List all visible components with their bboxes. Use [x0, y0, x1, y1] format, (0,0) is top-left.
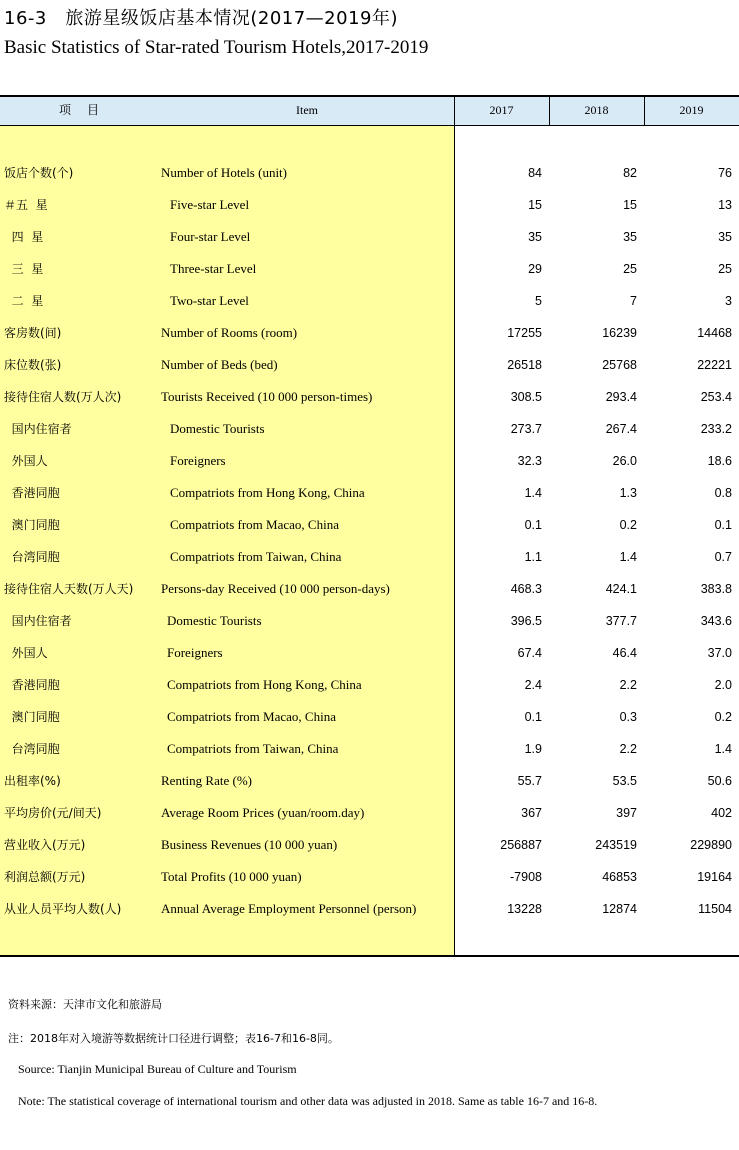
- row-label-en: Renting Rate (%): [161, 773, 252, 788]
- table-row: [0, 765, 739, 797]
- table-row: [0, 445, 739, 477]
- header-year-2018: 2018: [584, 103, 609, 117]
- cell-2019: 233.2: [700, 422, 732, 436]
- cell-2018: 2.2: [619, 678, 637, 692]
- row-label-en: Foreigners: [170, 453, 226, 468]
- statistics-table: [0, 95, 739, 957]
- cell-2018: 26.0: [612, 454, 637, 468]
- row-label-cn: ＃五 星: [4, 198, 48, 212]
- cell-2019: 0.2: [714, 710, 732, 724]
- cell-2019: 402: [711, 806, 732, 820]
- cell-2019: 18.6: [707, 454, 732, 468]
- table-row: [0, 893, 739, 925]
- row-label-cn: 香港同胞: [4, 678, 60, 692]
- cell-2018: 46.4: [612, 646, 637, 660]
- row-label-en: Number of Hotels (unit): [161, 165, 288, 180]
- row-label-cn: 国内住宿者: [4, 614, 72, 628]
- cell-2019: 253.4: [700, 390, 732, 404]
- cell-2018: 12874: [602, 902, 637, 916]
- row-label-cn: 台湾同胞: [4, 550, 60, 564]
- header-divider-2: [644, 95, 645, 125]
- row-label-cn: 出租率(%): [4, 774, 61, 788]
- header-item-en: Item: [296, 103, 318, 117]
- table-row: [0, 381, 739, 413]
- cell-2017: 17255: [507, 326, 542, 340]
- row-label-en: Domestic Tourists: [170, 421, 265, 436]
- cell-2019: 383.8: [700, 582, 732, 596]
- cell-2018: 1.4: [619, 550, 637, 564]
- row-label-en: Annual Average Employment Personnel (person): [161, 901, 417, 916]
- cell-2018: 7: [630, 294, 637, 308]
- bottom-rule: [0, 955, 739, 957]
- row-label-en: Tourists Received (10 000 person-times): [161, 389, 373, 404]
- row-label-en: Two-star Level: [170, 293, 249, 308]
- cell-2018: 0.3: [619, 710, 637, 724]
- cell-2019: 343.6: [700, 614, 732, 628]
- row-label-cn: 二 星: [4, 294, 44, 308]
- cell-2018: 25: [623, 262, 637, 276]
- header-year-2019: 2019: [679, 103, 704, 117]
- cell-2017: 15: [528, 198, 542, 212]
- cell-2017: 0.1: [524, 518, 542, 532]
- row-label-cn: 营业收入(万元): [4, 838, 86, 852]
- cell-2017: 13228: [507, 902, 542, 916]
- row-label-cn: 接待住宿人数(万人次): [4, 390, 122, 404]
- cell-2018: 2.2: [619, 742, 637, 756]
- cell-2019: 11504: [698, 902, 732, 916]
- table-row: [0, 701, 739, 733]
- row-label-en: Three-star Level: [170, 261, 257, 276]
- table-row: [0, 829, 739, 861]
- cell-2017: 26518: [507, 358, 542, 372]
- cell-2017: 468.3: [510, 582, 542, 596]
- cell-2019: 3: [725, 294, 732, 308]
- table-row: [0, 285, 739, 317]
- cell-2017: -7908: [510, 870, 542, 884]
- cell-2019: 0.8: [714, 486, 732, 500]
- cell-2017: 35: [528, 230, 542, 244]
- source-note-en: Source: Tianjin Municipal Bureau of Culture and Tourism: [18, 1062, 297, 1076]
- table-row: [0, 861, 739, 893]
- cell-2019: 35: [718, 230, 732, 244]
- row-label-cn: 澳门同胞: [4, 518, 60, 532]
- row-label-cn: 客房数(间): [4, 326, 62, 340]
- source-note-cn: 资料来源：天津市文化和旅游局: [8, 998, 162, 1011]
- cell-2019: 13: [718, 198, 732, 212]
- row-label-cn: 接待住宿人天数(万人天): [4, 582, 134, 596]
- cell-2018: 1.3: [619, 486, 637, 500]
- row-label-cn: 饭店个数(个): [4, 166, 74, 180]
- cell-2018: 267.4: [605, 422, 637, 436]
- cell-2018: 0.2: [619, 518, 637, 532]
- row-label-en: Persons-day Received (10 000 person-days): [161, 581, 390, 596]
- cell-2017: 0.1: [524, 710, 542, 724]
- row-label-cn: 利润总额(万元): [4, 870, 86, 884]
- row-label-en: Compatriots from Taiwan, China: [170, 549, 342, 564]
- table-row: [0, 797, 739, 829]
- cell-2018: 293.4: [605, 390, 637, 404]
- cell-2018: 15: [623, 198, 637, 212]
- cell-2019: 37.0: [707, 646, 732, 660]
- header-year-2017: 2017: [489, 103, 514, 117]
- page-title-en: Basic Statistics of Star-rated Tourism Hotels,2017-2019: [4, 37, 429, 58]
- table-row: [0, 637, 739, 669]
- cell-2017: 1.1: [524, 550, 542, 564]
- row-label-en: Four-star Level: [170, 229, 251, 244]
- cell-2017: 2.4: [524, 678, 542, 692]
- cell-2018: 397: [616, 806, 637, 820]
- cell-2018: 46853: [602, 870, 637, 884]
- cell-2018: 243519: [595, 838, 637, 852]
- table-row: [0, 189, 739, 221]
- table-row: [0, 317, 739, 349]
- table-row: [0, 253, 739, 285]
- row-label-en: Five-star Level: [170, 197, 250, 212]
- cell-2019: 25: [718, 262, 732, 276]
- header-item-cn: 项 目: [58, 103, 101, 117]
- cell-2018: 16239: [602, 326, 637, 340]
- cell-2019: 0.1: [714, 518, 732, 532]
- cell-2019: 76: [718, 166, 732, 180]
- cell-2017: 84: [528, 166, 542, 180]
- row-label-en: Average Room Prices (yuan/room.day): [161, 805, 365, 820]
- table-row: [0, 221, 739, 253]
- row-label-en: Foreigners: [167, 645, 223, 660]
- row-label-en: Number of Beds (bed): [161, 357, 278, 372]
- row-label-cn: 澳门同胞: [4, 710, 60, 724]
- cell-2017: 367: [521, 806, 542, 820]
- cell-2019: 229890: [690, 838, 732, 852]
- cell-2018: 424.1: [605, 582, 637, 596]
- row-label-cn: 外国人: [4, 646, 48, 660]
- cell-2018: 25768: [602, 358, 637, 372]
- row-label-cn: 平均房价(元/间天): [4, 806, 102, 820]
- cell-2017: 256887: [500, 838, 542, 852]
- row-label-cn: 三 星: [4, 262, 44, 276]
- table-row: [0, 509, 739, 541]
- page-title-cn: 16-3 旅游星级饭店基本情况(2017—2019年): [4, 8, 399, 29]
- cell-2018: 377.7: [605, 614, 637, 628]
- cell-2017: 308.5: [510, 390, 542, 404]
- cell-2017: 1.9: [524, 742, 542, 756]
- cell-2017: 55.7: [517, 774, 542, 788]
- row-label-en: Compatriots from Hong Kong, China: [170, 485, 365, 500]
- row-label-en: Compatriots from Taiwan, China: [167, 741, 339, 756]
- row-label-en: Compatriots from Macao, China: [167, 709, 336, 724]
- cell-2019: 19164: [697, 870, 732, 884]
- table-row: [0, 605, 739, 637]
- cell-2019: 0.7: [714, 550, 732, 564]
- row-label-en: Total Profits (10 000 yuan): [161, 869, 302, 884]
- row-label-cn: 香港同胞: [4, 486, 60, 500]
- table-row: [0, 541, 739, 573]
- row-label-en: Domestic Tourists: [167, 613, 262, 628]
- cell-2017: 32.3: [517, 454, 542, 468]
- row-label-cn: 国内住宿者: [4, 422, 72, 436]
- row-label-cn: 台湾同胞: [4, 742, 60, 756]
- top-rule: [0, 95, 739, 97]
- cell-2017: 5: [535, 294, 542, 308]
- row-label-cn: 外国人: [4, 454, 48, 468]
- cell-2017: 396.5: [510, 614, 542, 628]
- adjustment-note-en: Note: The statistical coverage of international tourism and other data was adjusted in 2018. Same as table 16-7 and 16-8.: [18, 1094, 598, 1108]
- cell-2018: 35: [623, 230, 637, 244]
- cell-2018: 82: [623, 166, 637, 180]
- cell-2017: 29: [528, 262, 542, 276]
- row-label-en: Compatriots from Macao, China: [170, 517, 339, 532]
- cell-2017: 273.7: [510, 422, 542, 436]
- row-label-en: Number of Rooms (room): [161, 325, 298, 340]
- table-row: [0, 477, 739, 509]
- table-row: [0, 669, 739, 701]
- table-row: [0, 349, 739, 381]
- table-row: [0, 573, 739, 605]
- row-label-en: Business Revenues (10 000 yuan): [161, 837, 338, 852]
- header-rule: [0, 125, 739, 126]
- table-row: [0, 157, 739, 189]
- cell-2019: 14468: [697, 326, 732, 340]
- row-label-en: Compatriots from Hong Kong, China: [167, 677, 362, 692]
- cell-2017: 1.4: [524, 486, 542, 500]
- table-header: [0, 95, 739, 125]
- header-divider-1: [549, 95, 550, 125]
- adjustment-note-cn: 注：2018年对入境游等数据统计口径进行调整；表16-7和16-8同。: [8, 1032, 339, 1045]
- cell-2018: 53.5: [612, 774, 637, 788]
- table-row: [0, 413, 739, 445]
- row-label-cn: 床位数(张): [4, 358, 62, 372]
- cell-2019: 22221: [697, 358, 732, 372]
- row-label-cn: 从业人员平均人数(人): [4, 902, 122, 916]
- cell-2019: 2.0: [714, 678, 732, 692]
- cell-2019: 50.6: [707, 774, 732, 788]
- cell-2017: 67.4: [517, 646, 542, 660]
- row-label-cn: 四 星: [4, 230, 44, 244]
- cell-2019: 1.4: [714, 742, 732, 756]
- table-row: [0, 733, 739, 765]
